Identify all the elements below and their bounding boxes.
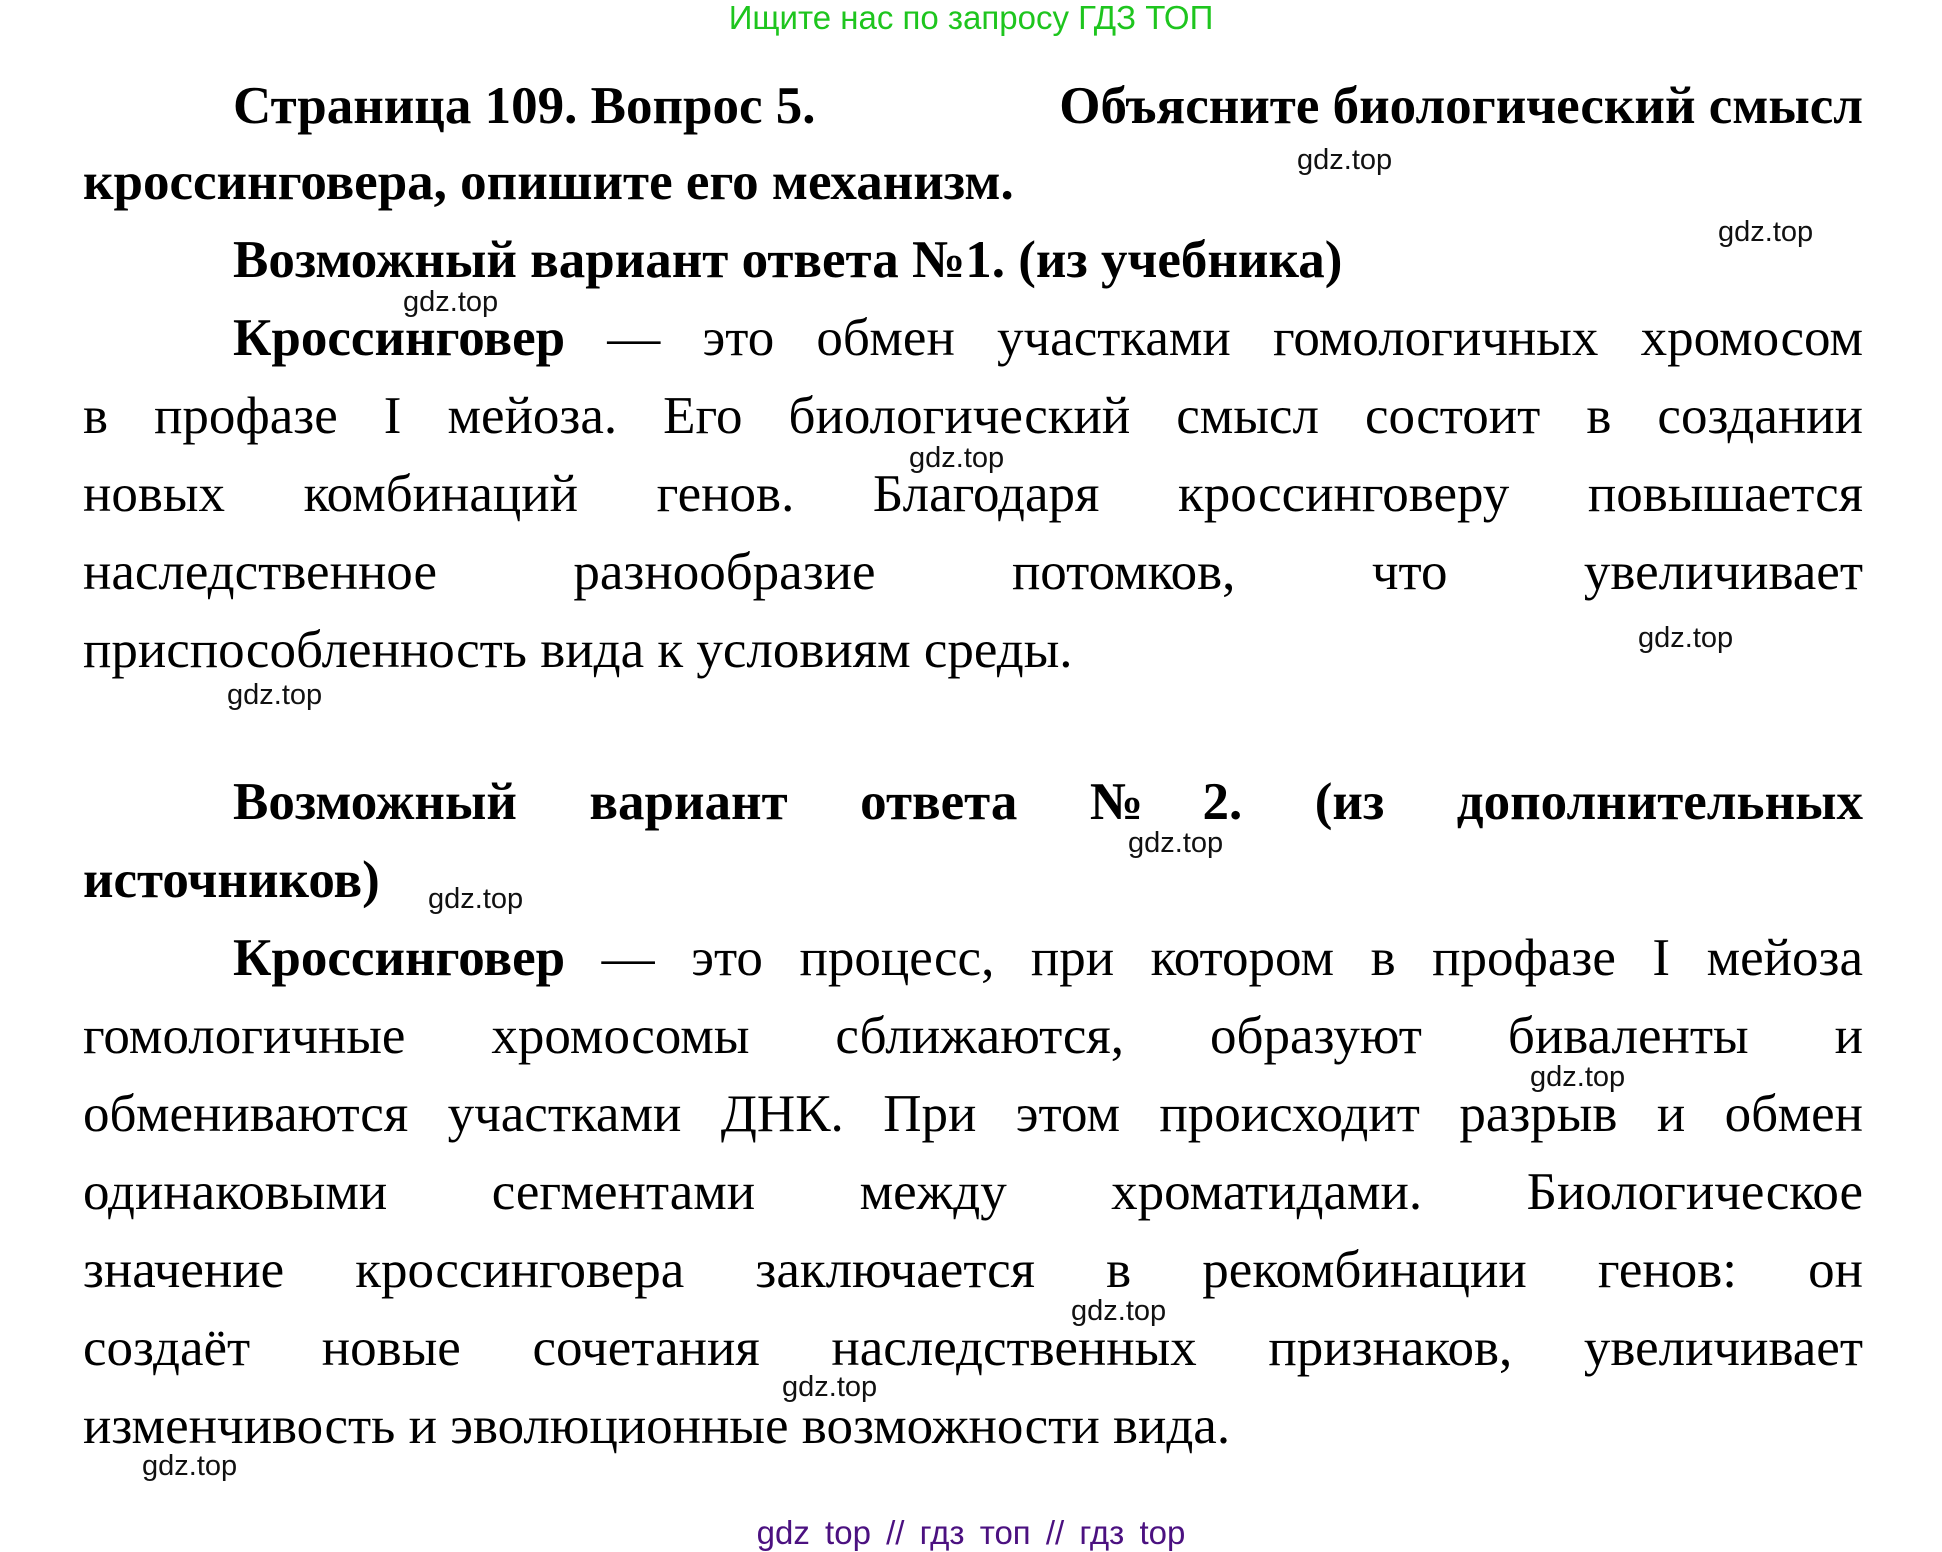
answer2-line-3: обмениваются участками ДНК. При этом происходит разрыв и обмен	[83, 1085, 1863, 1143]
answer2-line-2: гомологичные хромосомы сближаются, образуют биваленты и	[83, 1007, 1863, 1065]
answer1-line-2: в профазе I мейоза. Его биологический смысл состоит в создании	[83, 387, 1863, 445]
watermark: gdz.top	[782, 1371, 878, 1403]
answer2-line-5: значение кроссинговера заключается в рекомбинации генов: он	[83, 1241, 1863, 1299]
answer2-line-4: одинаковыми сегментами между хроматидами. Биологическое	[83, 1163, 1863, 1221]
answer2-text-1: — это процесс, при котором в профазе I мейоза	[601, 929, 1864, 987]
watermark: gdz.top	[227, 679, 323, 711]
answer1-term: Кроссинговер	[233, 309, 566, 367]
watermark: gdz.top	[1530, 1061, 1626, 1093]
answer2-line-7: изменчивость и эволюционные возможности вида.	[83, 1397, 1231, 1455]
watermark: gdz.top	[1128, 827, 1224, 859]
watermark: gdz.top	[1297, 144, 1393, 176]
answer1-text-1: — это обмен участками гомологичных хромосом	[607, 309, 1864, 367]
watermark: gdz.top	[428, 883, 524, 915]
answer2-line-1	[83, 928, 1863, 988]
watermark: gdz.top	[142, 1450, 238, 1482]
answer2-heading-1: Возможный вариант ответа №2. (из дополнительных	[233, 773, 1863, 831]
search-banner: Ищите нас по запросу ГДЗ ТОП	[728, 0, 1214, 36]
question-label: Страница 109. Вопрос 5.	[233, 77, 816, 135]
answer1-line-1	[83, 308, 1863, 368]
question-text-1: Объясните биологический смысл	[1059, 77, 1863, 135]
answer1-line-5: приспособленность вида к условиям среды.	[83, 621, 1073, 679]
answer1-line-4: наследственное разнообразие потомков, что увеличивает	[83, 543, 1863, 601]
answer1-line-3: новых комбинаций генов. Благодаря кроссинговеру повышается	[83, 465, 1863, 523]
answer1-heading: Возможный вариант ответа №1. (из учебника)	[233, 231, 1343, 289]
watermark: gdz.top	[1638, 622, 1734, 654]
watermark: gdz.top	[1718, 216, 1814, 248]
answer2-line-6: создаёт новые сочетания наследственных признаков, увеличивает	[83, 1319, 1863, 1377]
watermark: gdz.top	[1071, 1295, 1167, 1327]
answer2-heading-2: источников)	[83, 851, 380, 909]
question-line-1	[83, 76, 1863, 136]
watermark: gdz.top	[909, 442, 1005, 474]
watermark: gdz.top	[403, 286, 499, 318]
answer2-term: Кроссинговер	[233, 929, 566, 987]
question-line-2: кроссинговера, опишите его механизм.	[83, 153, 1014, 211]
footer-links: gdz top // гдз топ // гдз top	[756, 1514, 1186, 1551]
